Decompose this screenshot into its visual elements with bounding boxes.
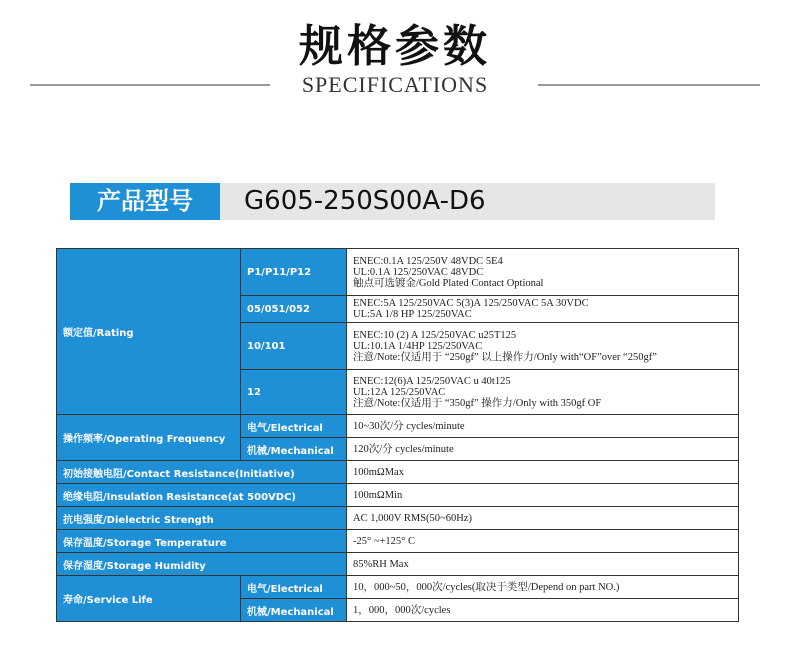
rating-label: 额定值/Rating: [57, 249, 241, 415]
divider-right: [538, 84, 760, 86]
contact-resistance-value: 100mΩMax: [347, 461, 739, 484]
page-title: 规格参数: [299, 21, 491, 72]
spec-table: [56, 248, 739, 622]
rating-variant-value: ENEC:12(6)A 125/250VAC u 40t125 UL:12A 125/250VAC 注意/Note:仅适用于 “350gf” 操作力/Only with 350gf OF: [347, 370, 739, 415]
life-electrical-label: 电气/Electrical: [241, 576, 347, 599]
model-value: G605-250S00A-D6: [244, 186, 486, 216]
model-bar: [70, 183, 715, 220]
model-label: 产品型号: [70, 183, 220, 220]
life-mechanical-value: 1，000，000次/cycles: [347, 599, 739, 622]
table-row: [57, 553, 739, 576]
page-subtitle: SPECIFICATIONS: [301, 72, 489, 97]
table-row: [57, 415, 739, 438]
dielectric-strength-label: 抗电强度/Dielectric Strength: [57, 507, 347, 530]
table-row: [57, 576, 739, 599]
dielectric-strength-value: AC 1,000V RMS(50~60Hz): [347, 507, 739, 530]
rating-variant-value: ENEC:0.1A 125/250V 48VDC 5E4 UL:0.1A 125/250VAC 48VDC 触点可选镀金/Gold Plated Contact Optional: [347, 249, 739, 296]
rating-variant-label: 05/051/052: [241, 296, 347, 323]
service-life-label: 寿命/Service Life: [57, 576, 241, 622]
frequency-label: 操作频率/Operating Frequency: [57, 415, 241, 461]
insulation-resistance-label: 绝缘电阻/Insulation Resistance(at 500VDC): [57, 484, 347, 507]
table-row: [57, 461, 739, 484]
frequency-electrical-label: 电气/Electrical: [241, 415, 347, 438]
table-row: [57, 249, 739, 296]
life-electrical-value: 10，000~50，000次/cycles(取决于类型/Depend on part NO.): [347, 576, 739, 599]
contact-resistance-label: 初始接触电阻/Contact Resistance(Initiative): [57, 461, 347, 484]
storage-humidity-value: 85%RH Max: [347, 553, 739, 576]
storage-temperature-label: 保存温度/Storage Temperature: [57, 530, 347, 553]
life-mechanical-label: 机械/Mechanical: [241, 599, 347, 622]
rating-variant-label: 12: [241, 370, 347, 415]
rating-variant-label: 10/101: [241, 323, 347, 370]
rating-variant-value: ENEC:10 (2) A 125/250VAC u25T125 UL:10.1A 1/4HP 125/250VAC 注意/Note:仅适用于 “250gf” 以上操作力/Only with“OF”over “250gf”: [347, 323, 739, 370]
insulation-resistance-value: 100mΩMin: [347, 484, 739, 507]
rating-variant-label: P1/P11/P12: [241, 249, 347, 296]
table-row: [57, 484, 739, 507]
storage-temperature-value: -25° ~+125° C: [347, 530, 739, 553]
frequency-electrical-value: 10~30次/分 cycles/minute: [347, 415, 739, 438]
frequency-mechanical-value: 120次/分 cycles/minute: [347, 438, 739, 461]
storage-humidity-label: 保存湿度/Storage Humidity: [57, 553, 347, 576]
table-row: [57, 507, 739, 530]
frequency-mechanical-label: 机械/Mechanical: [241, 438, 347, 461]
table-row: [57, 530, 739, 553]
rating-variant-value: ENEC:5A 125/250VAC 5(3)A 125/250VAC 5A 30VDC UL:5A 1/8 HP 125/250VAC: [347, 296, 739, 323]
